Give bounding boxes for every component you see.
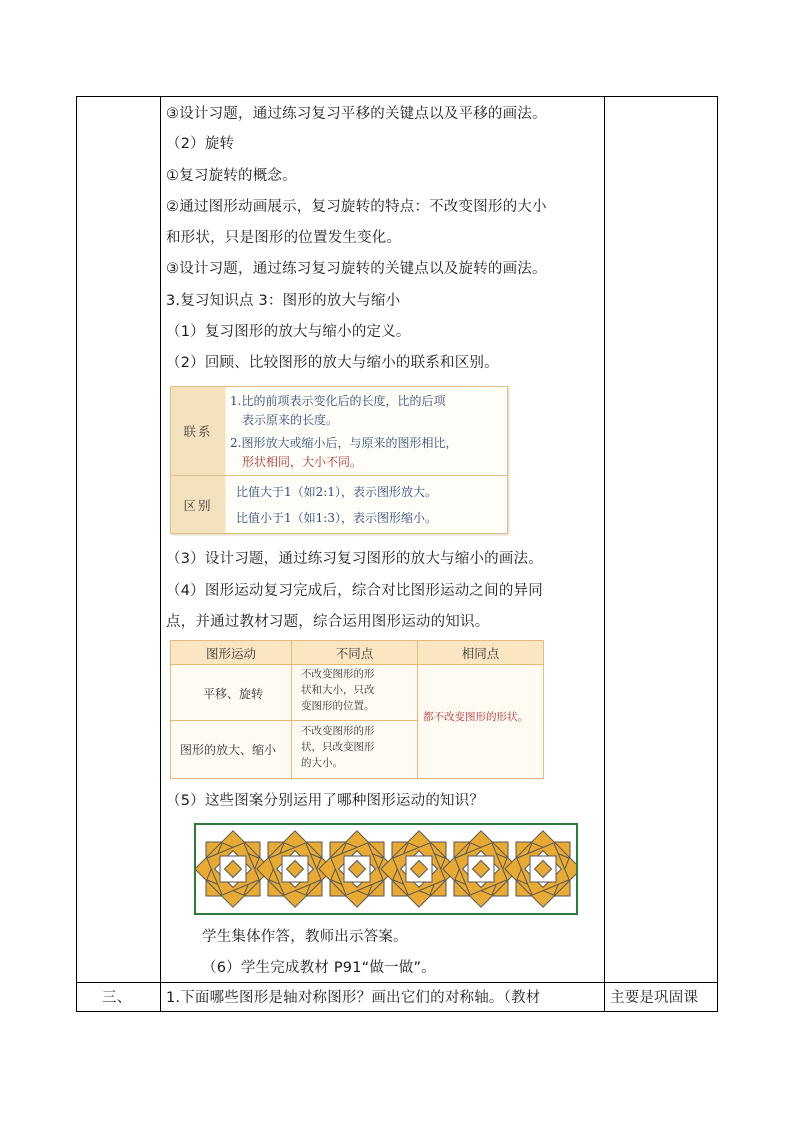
table-border-top (76, 96, 718, 97)
table-border-left (76, 96, 77, 1012)
difference-line: 状，只改变图形 (301, 741, 375, 753)
link-item-2b: 形状相同，大小不同。 (242, 455, 363, 469)
link-item-1a: 1.比的前项表示变化后的长度，比的后项 (230, 394, 446, 408)
text-line: 和形状，只是图形的位置发生变化。 (166, 230, 402, 246)
relation-comparison-table (170, 386, 508, 534)
text-line: （4）图形运动复习完成后，综合对比图形运动之间的异同 (166, 583, 543, 599)
row-label-scaling: 图形的放大、缩小 (180, 743, 277, 757)
pattern-motif (505, 831, 576, 907)
difference-line: 状和大小，只改 (301, 684, 375, 696)
link-item-2a: 2.图形放大或缩小后，与原来的图形相比， (230, 436, 458, 450)
text-line: ③设计习题，通过练习复习旋转的关键点以及旋转的画法。 (166, 261, 547, 277)
difference-line: 变图形的位置。 (301, 700, 375, 712)
table-col-divider-1 (160, 96, 161, 1012)
diff-item-2: 比值小于1（如1:3），表示图形缩小。 (236, 511, 437, 525)
table-border-bottom (76, 1011, 718, 1012)
section-heading: 3.复习知识点 3：图形的放大与缩小 (166, 293, 401, 309)
section-number: 三、 (102, 990, 132, 1006)
link-item-1b: 表示原来的长度。 (242, 413, 339, 427)
text-line: 点，并通过教材习题，综合运用图形运动的知识。 (166, 614, 490, 630)
text-line: （1）复习图形的放大与缩小的定义。 (166, 324, 411, 340)
header-separator (171, 664, 543, 665)
text-line: ②通过图形动画展示，复习旋转的特点：不改变图形的大小 (166, 199, 547, 215)
row-label-translation-rotation: 平移、旋转 (203, 687, 264, 701)
pattern-figure (194, 823, 578, 915)
table-col-divider-2 (604, 96, 605, 1012)
row-separator (171, 720, 417, 721)
text-line: （3）设计习题，通过练习复习图形的放大与缩小的画法。 (166, 551, 543, 567)
text-line: 学生集体作答，教师出示答案。 (202, 929, 408, 945)
text-line: ①复习旋转的概念。 (166, 168, 297, 184)
text-line: （2）回顾、比较图形的放大与缩小的联系和区别。 (166, 355, 499, 371)
header-motion: 图形运动 (171, 641, 291, 664)
header-similarity: 相同点 (418, 641, 543, 664)
difference-line: 的大小。 (301, 757, 343, 769)
link-cell (226, 387, 507, 475)
diff-item-1: 比值大于1（如2:1），表示图形放大。 (236, 485, 437, 499)
remark-text: 主要是巩固课 (610, 990, 699, 1006)
table-row-divider (76, 982, 718, 983)
similarity-text: 都不改变图形的形状。 (423, 711, 528, 723)
header-difference: 不同点 (292, 641, 417, 664)
table-border-right (717, 96, 718, 1012)
col-separator (291, 641, 292, 778)
text-line: （2）旋转 (166, 136, 235, 152)
label-link: 联系 (171, 387, 225, 475)
text-line: （5）这些图案分别运用了哪种图形运动的知识？ (166, 793, 485, 809)
difference-line: 不改变图形的形 (301, 725, 375, 737)
motion-comparison-table (170, 640, 544, 779)
col-separator (417, 641, 418, 778)
label-diff: 区别 (171, 476, 225, 533)
difference-line: 不改变图形的形 (301, 668, 375, 680)
pattern-strip (196, 825, 576, 913)
text-line: （6）学生完成教材 P91“做一做”。 (202, 960, 436, 976)
exercise-text: 1.下面哪些图形是轴对称图形？画出它们的对称轴。（教材 (166, 990, 541, 1006)
diff-cell (226, 476, 507, 533)
text-line: ③设计习题，通过练习复习平移的关键点以及平移的画法。 (166, 106, 547, 122)
